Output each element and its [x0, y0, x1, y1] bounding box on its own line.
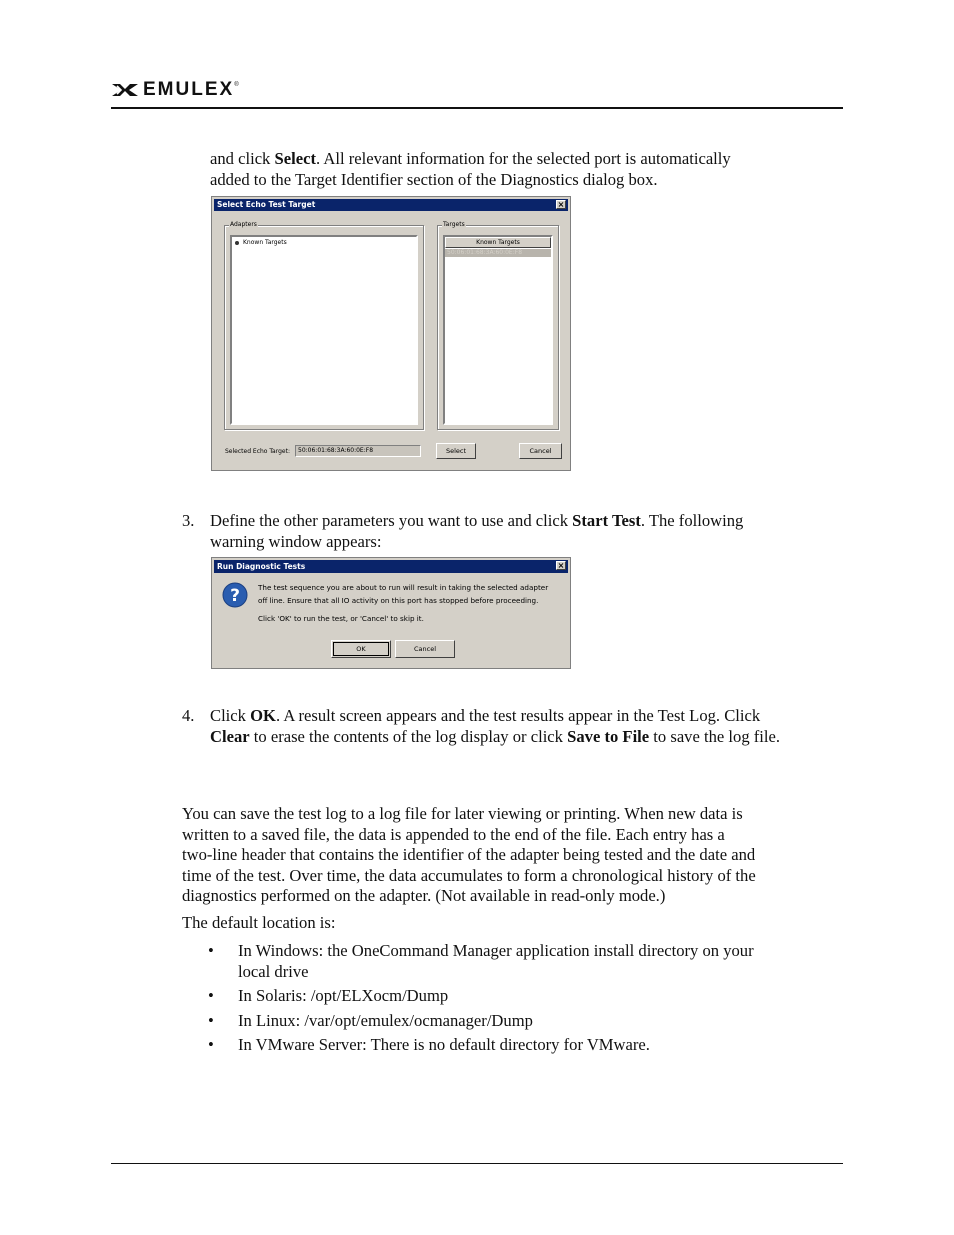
bullet-icon: •: [208, 1010, 214, 1030]
paragraph-line: time of the test. Over time, the data accumulates to form a chronological history of the: [182, 865, 756, 885]
selected-echo-target-field[interactable]: 50:06:01:68:3A:60:0E:F8: [295, 445, 421, 457]
list-item: [208, 1035, 848, 1056]
list-item-text: In Windows: the OneCommand Manager application install directory on your: [238, 941, 754, 960]
select-echo-test-target-dialog: [211, 196, 571, 471]
question-icon: [222, 582, 248, 608]
targets-group: [437, 221, 559, 430]
svg-text:?: ?: [230, 586, 240, 606]
dialog-title: Select Echo Test Target: [217, 200, 316, 209]
tree-item-known-targets[interactable]: [235, 239, 287, 246]
bullet-icon: •: [208, 1035, 214, 1054]
warning-message: [258, 582, 548, 626]
adapters-tree[interactable]: [230, 235, 418, 425]
emulex-logo-icon: [111, 82, 139, 98]
cancel-button[interactable]: Cancel: [395, 640, 455, 658]
step-4-line-1: Click OK. A result screen appears and the test results appear in the Test Log. Click: [210, 706, 761, 725]
step-4-text: [210, 706, 850, 747]
list-item: [208, 986, 848, 1007]
bullet-icon: •: [208, 986, 214, 1005]
intro-paragraph: [210, 149, 850, 190]
list-item-text: local drive: [238, 961, 309, 981]
run-diagnostic-tests-dialog: [211, 557, 571, 669]
dialog-title-bar: [214, 560, 568, 573]
list-item-text: In VMware Server: There is no default directory for VMware.: [238, 1035, 650, 1054]
targets-list[interactable]: [443, 235, 553, 425]
select-button[interactable]: Select: [436, 443, 476, 459]
message-line-2: off line. Ensure that all IO activity on this port has stopped before proceeding.: [258, 595, 539, 605]
step-3-line-2: warning window appears:: [210, 531, 382, 551]
list-item: [208, 941, 848, 982]
tree-item-label: Known Targets: [243, 239, 287, 246]
emulex-logo: [111, 80, 239, 100]
default-location-list: [208, 941, 848, 1056]
paragraph-line: written to a saved file, the data is appended to the end of the file. Each entry has a: [182, 824, 725, 844]
header-rule: [111, 107, 843, 109]
paragraph-line: diagnostics performed on the adapter. (Not available in read-only mode.): [182, 886, 666, 905]
dialog-title: Run Diagnostic Tests: [217, 562, 306, 571]
selected-echo-target-label: Selected Echo Target:: [225, 448, 290, 455]
adapters-group: [224, 221, 424, 430]
close-icon[interactable]: ×: [557, 561, 565, 570]
list-item-text: In Solaris: /opt/ELXocm/Dump: [238, 986, 449, 1005]
cancel-button[interactable]: Cancel: [519, 443, 562, 459]
step-3-line-1: Define the other parameters you want to use and click Start Test. The following: [210, 511, 744, 530]
footer-rule: [111, 1163, 843, 1164]
step-3-number: 3.: [182, 511, 195, 530]
list-item: [208, 1011, 848, 1032]
intro-line-1: and click Select. All relevant information for the selected port is automatically: [210, 149, 731, 168]
message-line-1: The test sequence you are about to run will result in taking the selected adapter: [258, 583, 549, 592]
default-location-intro: The default location is:: [182, 913, 336, 932]
paragraph-line: You can save the test log to a log file for later viewing or printing. When new data is: [182, 804, 743, 823]
step-3-text: [210, 511, 850, 552]
tree-node-icon: [235, 241, 239, 245]
bullet-icon: •: [208, 941, 214, 960]
close-icon[interactable]: ×: [557, 200, 565, 209]
dialog-title-bar: [214, 199, 568, 211]
ok-button[interactable]: OK: [331, 640, 391, 658]
logo-text: EMULEX: [143, 79, 235, 100]
target-entry[interactable]: 50:06:01:68:3A:60:0E:F8: [445, 249, 551, 257]
save-log-paragraph: [182, 804, 852, 907]
adapters-group-label: Adapters: [230, 221, 257, 228]
paragraph-line: two-line header that contains the identifier of the adapter being tested and the date and: [182, 845, 756, 864]
step-4-number: 4.: [182, 706, 195, 725]
intro-line-2: added to the Target Identifier section of the Diagnostics dialog box.: [210, 169, 658, 189]
list-item-text: In Linux: /var/opt/emulex/ocmanager/Dump: [238, 1010, 533, 1030]
message-line-3: Click 'OK' to run the test, or 'Cancel' to skip it.: [258, 614, 424, 623]
logo-trademark: ®: [234, 82, 239, 88]
targets-column-header[interactable]: Known Targets: [445, 237, 551, 248]
step-4-line-2: Clear to erase the contents of the log display or click Save to File to save the log file.: [210, 726, 781, 746]
targets-group-label: Targets: [443, 221, 465, 228]
